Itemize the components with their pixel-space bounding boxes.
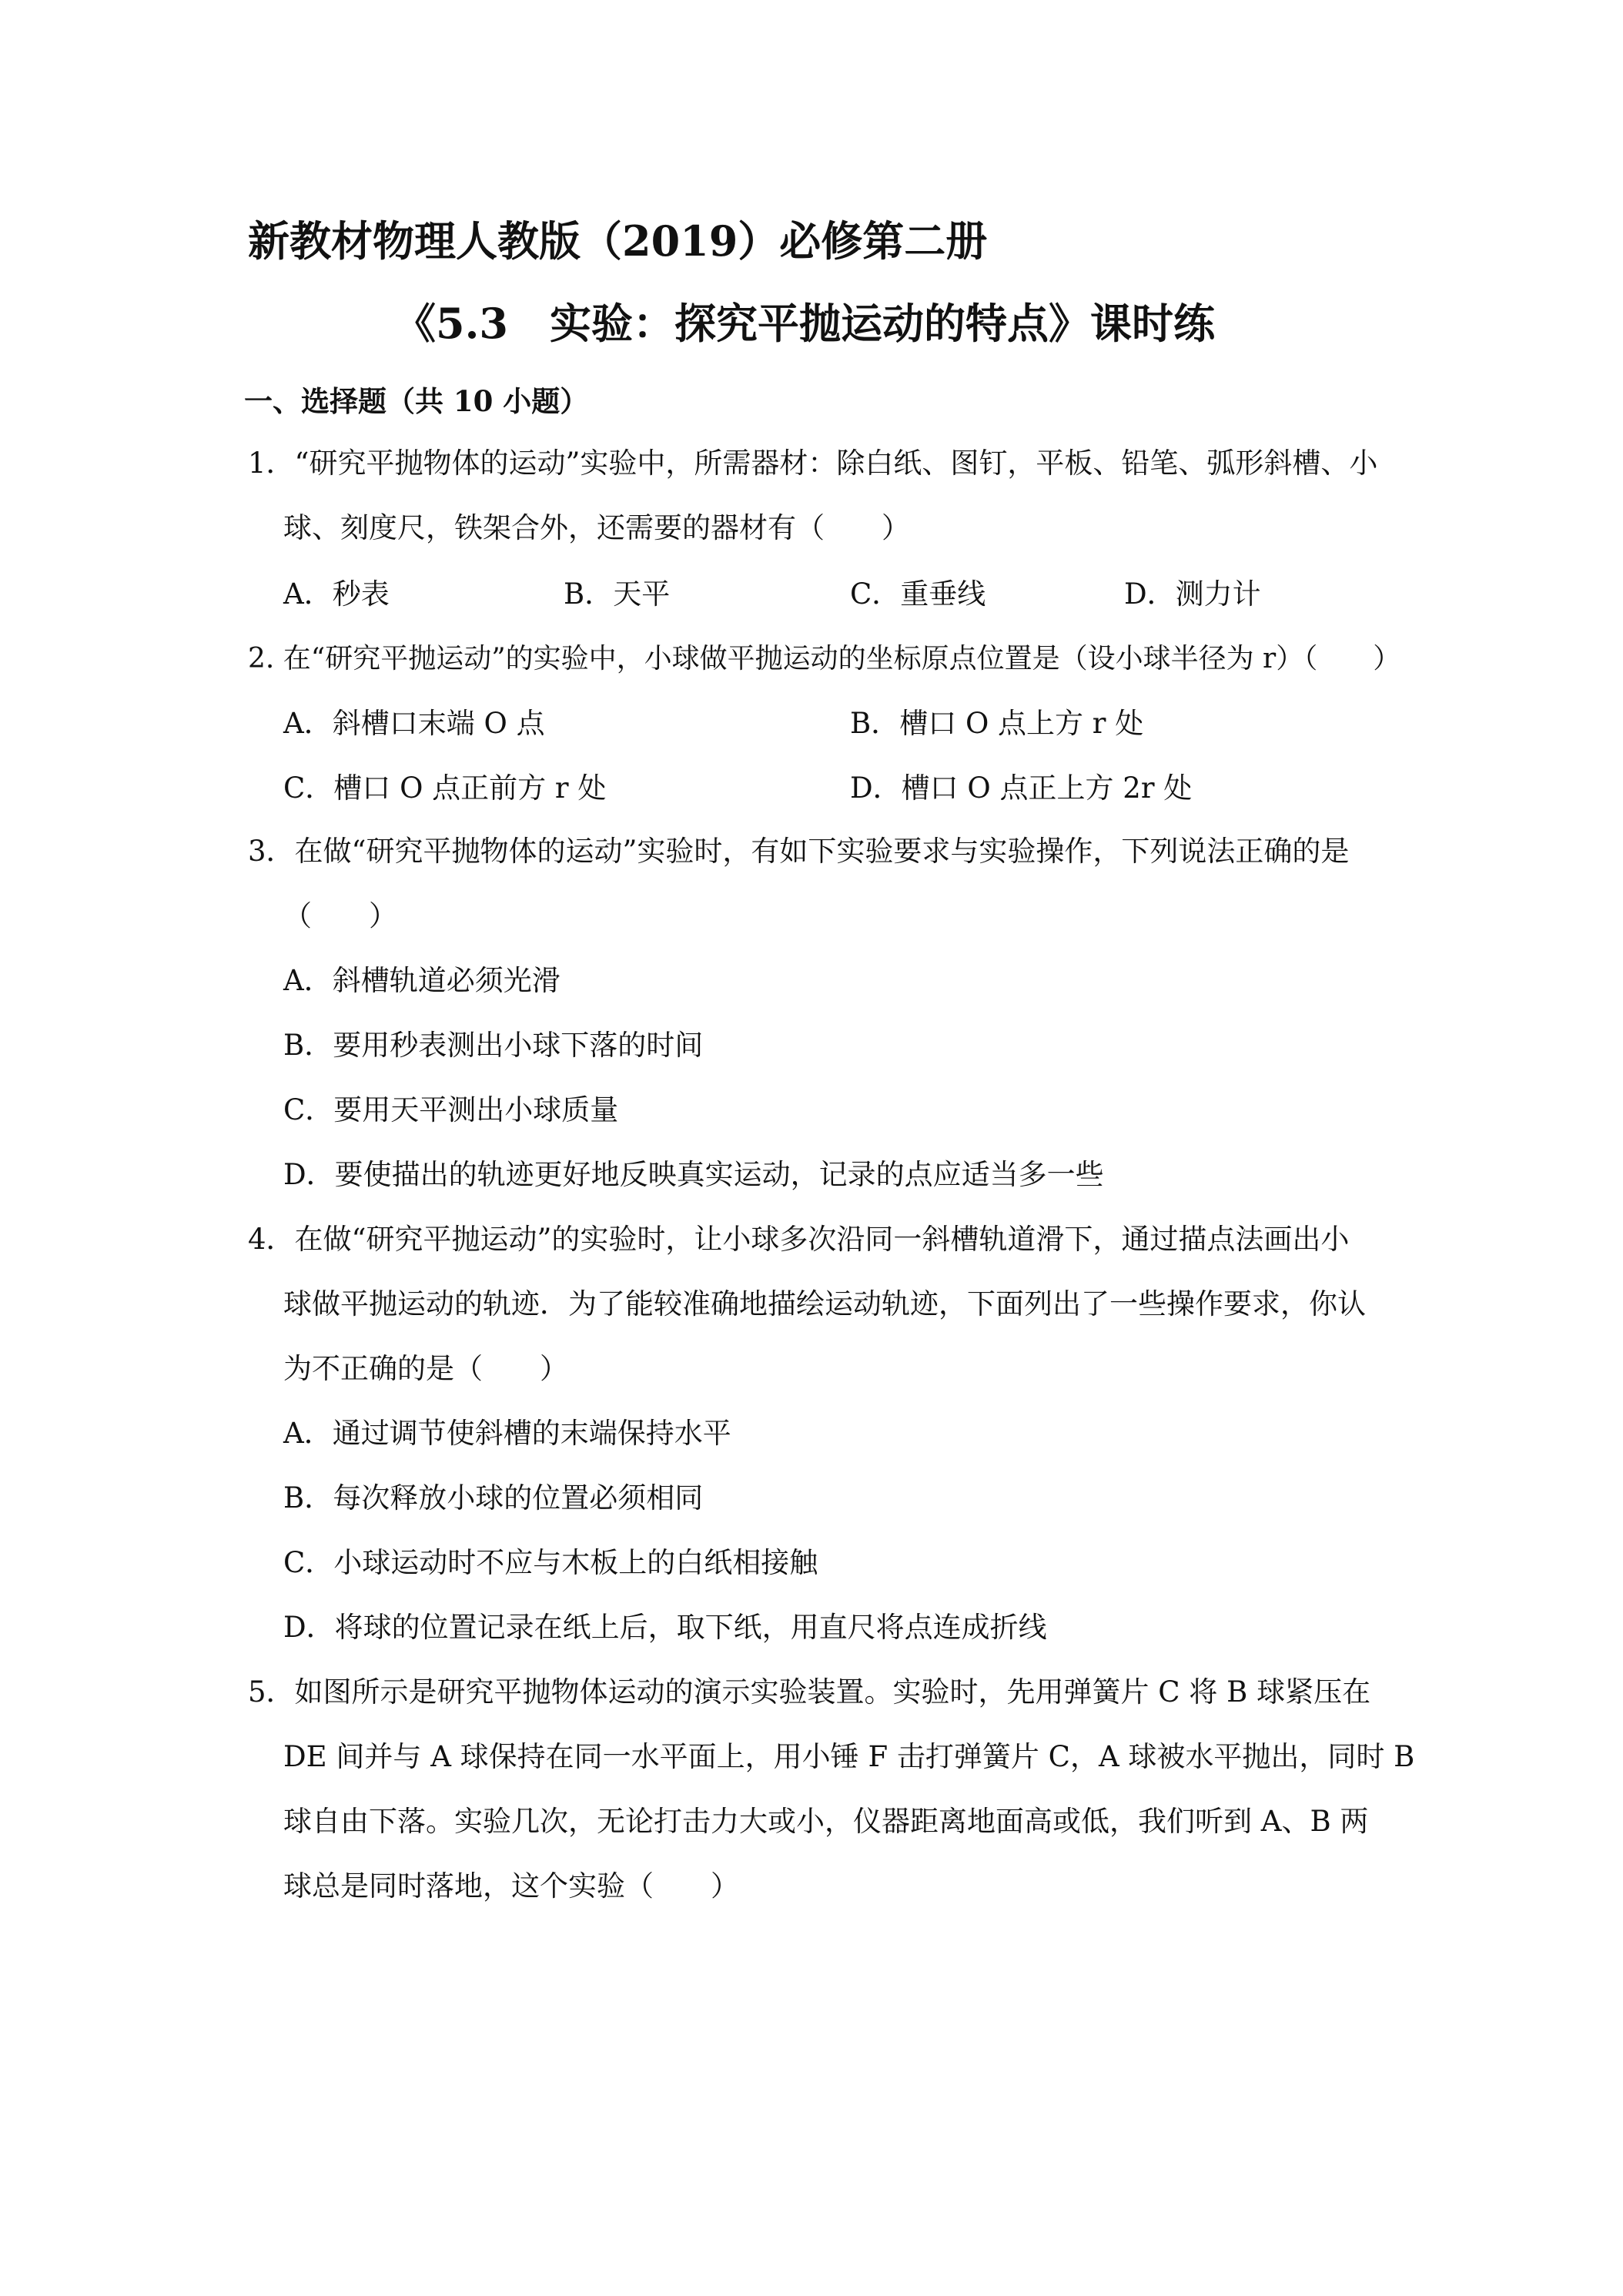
question-4-option-b[interactable]: B．每次释放小球的位置必须相同 xyxy=(283,1481,704,1514)
question-4-option-d[interactable]: D．将球的位置记录在纸上后，取下纸，用直尺将点连成折线 xyxy=(283,1611,1047,1644)
question-3-option-d[interactable]: D．要使描出的轨迹更好地反映真实运动，记录的点应适当多一些 xyxy=(283,1158,1104,1191)
question-4-option-c[interactable]: C．小球运动时不应与木板上的白纸相接触 xyxy=(283,1546,818,1579)
question-1-option-b[interactable]: B．天平 xyxy=(564,577,671,611)
question-2-option-b[interactable]: B．槽口 O 点上方 r 处 xyxy=(850,707,1144,740)
question-5-line-1: 5．如图所示是研究平抛物体运动的演示实验装置。实验时，先用弹簧片 C 将 B 球紧压在 xyxy=(248,1675,1371,1709)
question-4-option-a[interactable]: A．通过调节使斜槽的末端保持水平 xyxy=(283,1417,731,1450)
question-2-option-d[interactable]: D．槽口 O 点正上方 2r 处 xyxy=(850,771,1193,805)
question-2-option-c[interactable]: C．槽口 O 点正前方 r 处 xyxy=(283,771,607,805)
question-4-line-1: 4．在做“研究平抛运动”的实验时，让小球多次沿同一斜槽轨道滑下，通过描点法画出小 xyxy=(248,1223,1350,1256)
question-1-option-c[interactable]: C．重垂线 xyxy=(850,577,986,611)
question-2-line-1: 2. 在“研究平抛运动”的实验中，小球做平抛运动的坐标原点位置是（设小球半径为 r）（ ） xyxy=(248,643,1401,674)
question-5-line-2: DE 间并与 A 球保持在同一水平面上，用小锤 F 击打弹簧片 C，A 球被水平抛出，同时 B xyxy=(283,1740,1415,1773)
question-5-line-4: 球总是同时落地，这个实验（ ） xyxy=(283,1869,739,1903)
question-5-line-3: 球自由下落。实验几次，无论打击力大或小，仪器距离地面高或低，我们听到 A、B 两 xyxy=(283,1805,1369,1838)
question-3-option-b[interactable]: B．要用秒表测出小球下落的时间 xyxy=(283,1029,704,1062)
question-1-line-1: 1．“研究平抛物体的运动”实验中，所需器材：除白纸、图钉，平板、铅笔、弧形斜槽、小 xyxy=(248,447,1378,480)
document-title-line1: 新教材物理人教版（2019）必修第二册 xyxy=(248,216,988,266)
question-2-option-a[interactable]: A．斜槽口末端 O 点 xyxy=(283,707,545,740)
question-1-option-d[interactable]: D．测力计 xyxy=(1124,577,1261,611)
question-4-line-3: 为不正确的是（ ） xyxy=(283,1352,568,1385)
question-3-line-2: （ ） xyxy=(283,899,397,932)
question-3-option-c[interactable]: C．要用天平测出小球质量 xyxy=(283,1093,619,1126)
question-3-option-a[interactable]: A．斜槽轨道必须光滑 xyxy=(283,964,561,997)
question-1-line-2: 球、刻度尺，铁架合外，还需要的器材有（ ） xyxy=(283,511,910,544)
question-3-line-1: 3．在做“研究平抛物体的运动”实验时，有如下实验要求与实验操作，下列说法正确的是 xyxy=(248,835,1350,868)
question-1-option-a[interactable]: A．秒表 xyxy=(283,577,390,611)
question-4-line-2: 球做平抛运动的轨迹．为了能较准确地描绘运动轨迹，下面列出了一些操作要求，你认 xyxy=(283,1287,1366,1320)
section-heading: 一、选择题（共 10 小题） xyxy=(244,384,589,418)
document-title-line2: 《5.3 实验：探究平抛运动的特点》课时练 xyxy=(394,299,1215,348)
